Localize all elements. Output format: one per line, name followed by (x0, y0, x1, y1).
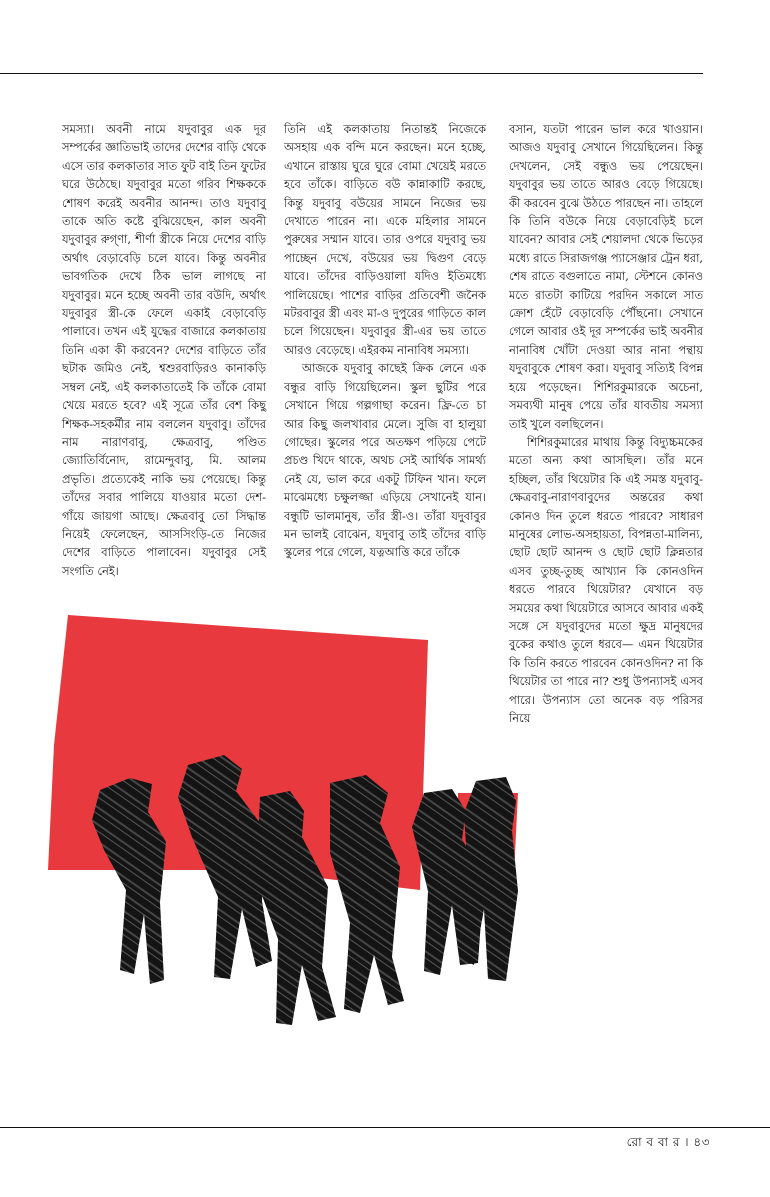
paragraph: শিশিরকুমারের মাথায় কিন্তু বিদ্যুচ্চমকের মতো অন্য কথা আসছিল। তাঁর মনে হচ্ছিল, তাঁর থিয়েটার কি এই সমস্ত যদুবাবু-ক্ষেত্রবাবু-নারাণবাবুদের অন্তরের কথা কোনও দিন তুলে ধরতে পারবে? সাধারণ মানুষের লোভ-অসহায়তা, বিপন্নতা-মালিন্য, ছোট ছোট আনন্দ ও ছোট ছোট ক্লিন্নতার এসব তুচ্ছ-তুচ্ছ আখ্যান কি কোনওদিন ধরতে পারবে থিয়েটার? যেখানে বড় সময়ের কথা থিয়েটারে আসবে আবার একই সঙ্গে সে যদুবাবুদের মতো ক্ষুদ্র মানুষদের বুকের কথাও তুলে ধরবে— এমন থিয়েটার কি তিনি করতে পারবেন কোনওদিন? না কি থিয়েটার তা পারে না? শুধু উপন্যাসই এসব পারে। উপন্যাস তো অনেক বড় পরিসর নিয়ে (509, 434, 703, 725)
bottom-rule (0, 1127, 770, 1128)
page-number: ৪৩ (693, 1135, 710, 1149)
text-column-2 (284, 120, 486, 562)
collage-illustration (48, 615, 518, 1110)
page-footer (627, 1134, 710, 1154)
magazine-name: রো ব বা র (626, 1135, 680, 1149)
top-rule (0, 73, 703, 74)
paragraph: আজকে যদুবাবু কাছেই ক্রিক লেনে এক বন্ধুর বাড়ি গিয়েছিলেন। স্কুল ছুটির পরে সেখানে গিয়ে গল্পগাছা করেন। ফ্রি-তে চা আর কিছু জলখাবার মেলে। সুজি বা হালুয়া গোছের। স্কুলের পরে অতক্ষণ পড়িয়ে পেটে প্রচণ্ড খিদে থাকে, অথচ সেই আর্থিক সামর্থ্য নেই যে, ভাল করে একটু টিফিন খান। ফলে মাঝেমধ্যে চক্ষুলজ্জা এড়িয়ে সেখানেই যান। বন্ধুটি ভালমানুষ, তাঁর স্ত্রী-ও। তাঁরা যদুবাবুর মন ভালই বোঝেন, যদুবাবু তাই তাঁদের বাড়ি স্কুলের পরে গেলে, যত্নআত্তি করে তাঁকে (284, 361, 486, 560)
figure (462, 777, 518, 981)
paragraph: বসান, যতটা পারেন ভাল করে খাওয়ান। আজও যদুবাবু সেখানে গিয়েছিলেন। কিন্তু দেখলেন, সেই বন্ধুও ভয় পেয়েছেন। যদুবাবুর ভয় তাতে আরও বেড়ে গিয়েছে। কী করবেন বুঝে উঠতে পারছেন না। তাহলে কি তিনি বউকে নিয়ে বেড়াবেড়িই চলে যাবেন? আবার সেই শেয়ালদা থেকে ভিড়ের মধ্যে রাতে সিরাজগঞ্জ প্যাসেঞ্জার ট্রেন ধরা, শেষ রাতে বগুলাতে নামা, স্টেশনে কোনও মতে রাতটা কাটিয়ে পরদিন সকালে সাত ক্রোশ হেঁটে বেড়াবেড়ি পৌঁছনো। সেখানে গেলে আবার ওই দূর সম্পর্কের ভাই অবনীর নানাবিধ খোঁটা দেওয়া আর নানা পন্থায় যদুবাবুকে শোষণ করা। যদুবাবু সত্যিই বিপন্ন হয়ে পড়েছেন। শিশিরকুমারকে অচেনা, সমব্যথী মানুষ পেয়ে তাঁর যাবতীয় সমস্যা তাই খুলে বলছিলেন। (509, 122, 703, 431)
footer-separator: । (684, 1135, 690, 1149)
paragraph: সমস্যা। অবনী নামে যদুবাবুর এক দূর সম্পর্কের জ্ঞাতিভাই তাদের দেশের বাড়ি থেকে এসে তার কলকাতার সাত ফুট বাই তিন ফুটের ঘরে উঠেছে। যদুবাবুর মতো গরিব শিক্ষককে শোষণ করেই অবনীর আনন্দ। তাও যদুবাবু তাকে অতি কষ্টে বুঝিয়েছেন, কাল অবনী যদুবাবুর রুগ্‌ণা, শীর্ণা স্ত্রীকে নিয়ে দেশের বাড়ি অর্থাৎ বেড়াবেড়ি চলে যাবে। কিন্তু অবনীর ভাবগতিক দেখে ঠিক ভাল লাগছে না যদুবাবুর। মনে হচ্ছে অবনী তার বউদি, অর্থাৎ যদুবাবুর স্ত্রী-কে ফেলে একাই বেড়াবেড়ি পালাবে। তখন এই যুদ্ধের বাজারে কলকাতায় তিনি একা কী করবেন? দেশের বাড়িতে তাঁর ছটাক জমিও নেই, শ্বশুরবাড়িরও কানাকড়ি সম্বল নেই, এই কলকাতাতেই কি তাঁকে বোমা খেয়ে মরতে হবে? এই সূত্রে তাঁর বেশ কিছু শিক্ষক-সহকর্মীর নাম বললেন যদুবাবু। তাঁদের নাম নারাণবাবু, ক্ষেত্রবাবু, পণ্ডিত জ্যোতির্বিনোদ, রামেন্দুবাবু, মি. আলম প্রভৃতি। প্রত্যেকেই নাকি ভয় পেয়েছে। কিন্তু তাঁদের সবার পালিয়ে যাওয়ার মতো দেশ-গাঁয়ে জায়গা আছে। ক্ষেত্রবাবু তো সিদ্ধান্ত নিয়েই ফেলেছেন, আসসিংড়ি-তে নিজের দেশের বাড়িতে পালাবেন। যদুবাবুর সেই সংগতি নেই। (62, 122, 266, 578)
text-column-3 (509, 120, 703, 727)
paragraph: তিনি এই কলকাতায় নিতান্তই নিজেকে অসহায় এক বন্দি মনে করছেন। মনে হচ্ছে, এখানে রাস্তায় ঘুরে ঘুরে বোমা খেয়েই মরতে হবে তাঁকে। বাড়িতে বউ কান্নাকাটি করছে, কিন্তু যদুবাবু বউয়ের সামনে নিজের ভয় দেখাতে পারেন না। একে মহিলার সামনে পুরুষের সম্মান যাবে। তার ওপরে যদুবাবু ভয় পাচ্ছেন দেখে, বউয়ের ভয় দ্বিগুণ বেড়ে যাবে। তাঁদের বাড়িওয়ালা যদিও ইতিমধ্যে পালিয়েছে। পাশের বাড়ির প্রতিবেশী জনৈক মটরবাবুর স্ত্রী এবং মা-ও দুপুরের গাড়িতে কাল চলে গিয়েছেন। যদুবাবুর স্ত্রী-এর ভয় তাতে আরও বেড়েছে। এইরকম নানাবিধ সমস্যা। (284, 122, 486, 357)
text-column-1 (62, 120, 266, 580)
